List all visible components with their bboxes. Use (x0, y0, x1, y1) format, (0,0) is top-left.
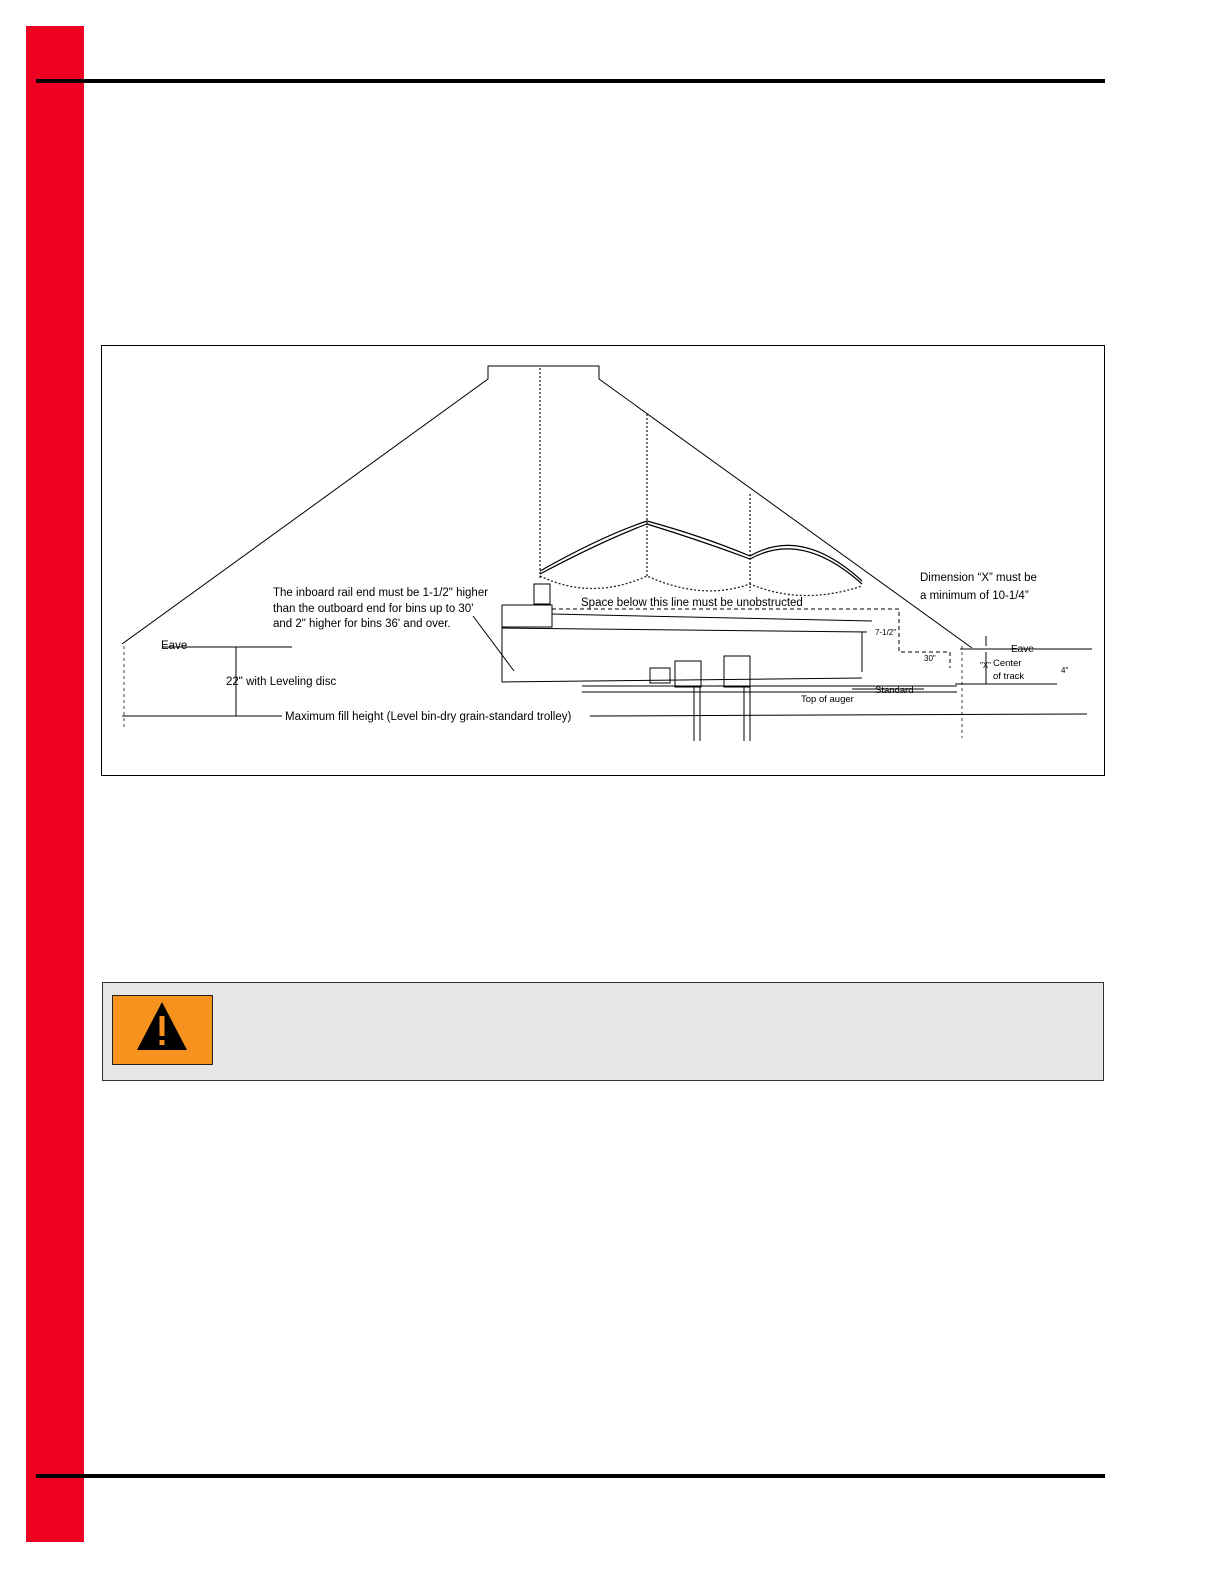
reference-lines (122, 616, 1092, 716)
leveling-disc-label: 22" with Leveling disc (226, 676, 337, 688)
standard-label: Standard (875, 685, 914, 696)
bin-roof (122, 366, 972, 648)
inboard-note-line-3: and 2" higher for bins 36' and over. (273, 618, 451, 630)
eave-left-label: Eave (161, 640, 188, 652)
dimension-note-line-1: Dimension “X” must be (920, 572, 1037, 584)
bin-cross-section-figure (101, 345, 1105, 776)
auger-motors (650, 656, 750, 741)
inboard-note-line-2: than the outboard end for bins up to 30' (273, 603, 474, 615)
bin-cross-section-drawing (102, 346, 1104, 775)
header-rule (36, 79, 1105, 83)
dim-30-label: 30" (924, 654, 936, 663)
space-note: Space below this line must be unobstructed (581, 597, 803, 609)
eave-right-label: Eave (1011, 644, 1034, 655)
footer-rule (36, 1474, 1105, 1478)
warning-triangle-icon (112, 995, 213, 1065)
max-fill-label: Maximum fill height (Level bin-dry grain-standard trolley) (285, 711, 572, 723)
dim-4-label: 4" (1061, 666, 1069, 675)
curtain (540, 521, 862, 584)
dim-x-label: "X" (980, 661, 992, 670)
top-of-auger-label: Top of auger (801, 694, 854, 705)
red-side-bar (26, 26, 84, 1542)
inboard-note-line-1: The inboard rail end must be 1-1/2" higher (273, 587, 489, 599)
unobstructed-line (552, 609, 950, 668)
chains (540, 368, 862, 596)
center-of-track-line-2: of track (993, 671, 1025, 682)
center-of-track-line-1: Center (993, 658, 1022, 669)
dim-7-1-2-label: 7-1/2" (875, 628, 897, 637)
warning-box (102, 982, 1104, 1081)
dimension-note-line-2: a minimum of 10-1/4” (920, 590, 1029, 602)
